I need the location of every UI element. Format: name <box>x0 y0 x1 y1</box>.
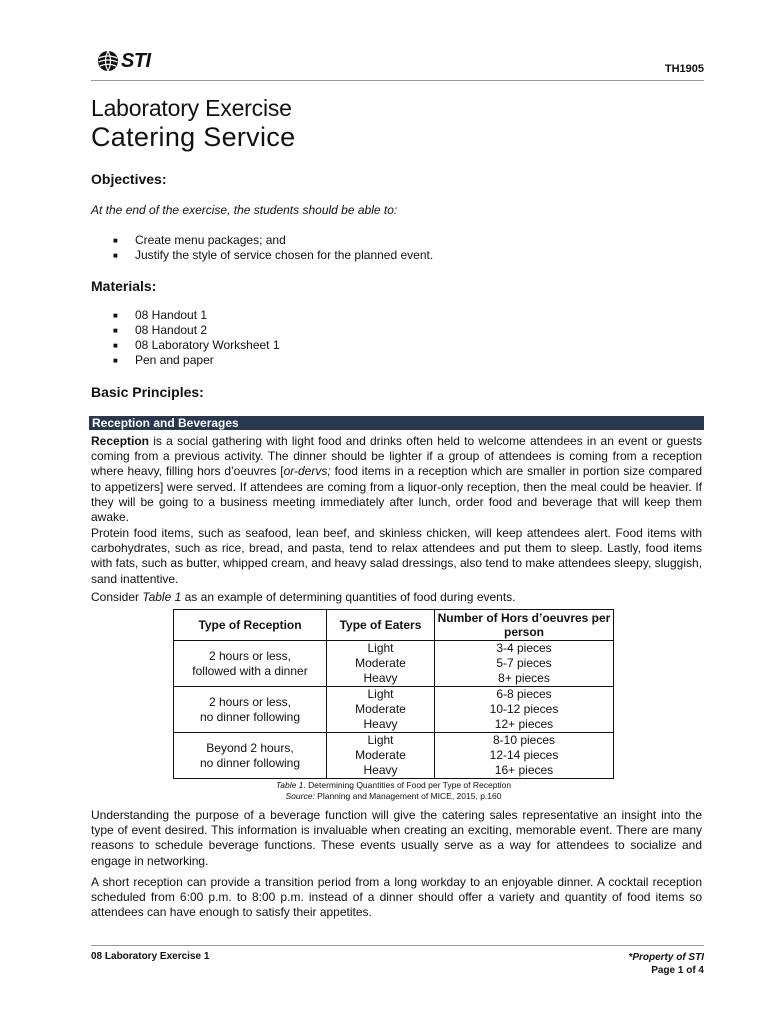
list-item: ■ Pen and paper <box>113 353 214 367</box>
page-number: Page 1 of 4 <box>651 965 704 976</box>
list-item: ■ 08 Laboratory Worksheet 1 <box>113 338 280 352</box>
table-cell: 2 hours or less, no dinner following <box>174 687 327 733</box>
basic-principles-heading: Basic Principles: <box>91 384 204 400</box>
section-title-bar: Reception and Beverages <box>89 416 704 430</box>
list-item: ■ 08 Handout 2 <box>113 323 208 337</box>
table-row <box>174 641 614 687</box>
bullet-icon: ■ <box>113 251 118 260</box>
bullet-icon: ■ <box>113 311 118 320</box>
table-cell: 6-8 pieces 10-12 pieces 12+ pieces <box>435 687 614 733</box>
table-header: Type of Reception <box>174 610 327 641</box>
paragraph-short-reception: A short reception can provide a transition period from a long workday to an enjoyable dinner. A cocktail reception scheduled from 6:00 p.m. to 8:00 p.m. instead of a dinner should offer a variety and quantity of food items so attendees can have enough to satisfy their appetites. <box>91 875 702 920</box>
list-item: ■ Create menu packages; and <box>113 233 286 247</box>
table-cell: Light Moderate Heavy <box>327 687 435 733</box>
document-code: TH1905 <box>664 63 704 75</box>
table-header-row <box>174 610 614 641</box>
materials-heading: Materials: <box>91 278 157 294</box>
title-line-2: Catering Service <box>91 122 296 152</box>
materials-list <box>91 308 280 368</box>
table-header: Number of Hors d’oeuvres per person <box>435 610 614 641</box>
paragraph-consider: Consider Table 1 as an example of determining quantities of food during events. <box>91 590 516 604</box>
list-item: ■ Justify the style of service chosen for the planned event. <box>113 248 434 262</box>
sti-logo <box>96 49 151 73</box>
footer-info <box>628 951 704 977</box>
table-cell: Light Moderate Heavy <box>327 641 435 687</box>
bullet-icon: ■ <box>113 326 118 335</box>
globe-icon <box>96 49 120 73</box>
reception-table <box>173 609 614 779</box>
footer-title: 08 Laboratory Exercise 1 <box>91 951 210 962</box>
header-divider <box>91 80 704 81</box>
table-cell: 8-10 pieces 12-14 pieces 16+ pieces <box>435 733 614 779</box>
table-header: Type of Eaters <box>327 610 435 641</box>
footer-divider <box>91 945 704 946</box>
table-cell: 3-4 pieces 5-7 pieces 8+ pieces <box>435 641 614 687</box>
table-row <box>174 687 614 733</box>
bullet-icon: ■ <box>113 356 118 365</box>
property-notice: *Property of STI <box>628 952 704 963</box>
bullet-icon: ■ <box>113 341 118 350</box>
objectives-heading: Objectives: <box>91 171 167 187</box>
table-source: Source: Planning and Management of MICE, 2015, p.160 <box>285 791 502 801</box>
table-caption: Table 1. Determining Quantities of Food per Type of Reception <box>275 780 512 790</box>
table-row <box>174 733 614 779</box>
bullet-icon: ■ <box>113 236 118 245</box>
logo-text: STI <box>121 50 151 72</box>
list-item: ■ 08 Handout 1 <box>113 308 208 322</box>
table-cell: Light Moderate Heavy <box>327 733 435 779</box>
title-line-1: Laboratory Exercise <box>91 95 292 121</box>
objectives-list <box>91 233 433 263</box>
paragraph-protein: Protein food items, such as seafood, lean beef, and skinless chicken, will keep attendees alert. Food items with carbohydrates, such as rice, bread, and pasta, tend to relax attendees and put them to sleep. Lastly, food items with fats, such as butter, whipped cream, and heavy salad dressings, also tend to make attendees sleepy, sluggish, sand inattentive. <box>91 526 702 586</box>
paragraph-reception: Reception is a social gathering with light food and drinks often held to welcome attendees in an event or guests coming from a previous activity. The dinner should be lighter if a group of attendees is coming from a reception where heavy, filling hors d’oeuvres [or-dervs; food items in a reception which are smaller in portion size compared to appetizers] were served. If attendees are coming from a liquor-only reception, then the meal could be heavier. If they will be going to a business meeting immediately after lunch, order food and beverage that will keep them awake. <box>91 434 702 525</box>
table-cell: 2 hours or less, followed with a dinner <box>174 641 327 687</box>
table-cell: Beyond 2 hours, no dinner following <box>174 733 327 779</box>
paragraph-beverage-function: Understanding the purpose of a beverage function will give the catering sales representative an insight into the type of event desired. This information is invaluable when creating an exciting, memorable event. There are many reasons to schedule beverage functions. These events usually serve as a way for attendees to socialize and engage in networking. <box>91 808 702 868</box>
objectives-intro: At the end of the exercise, the students should be able to: <box>91 203 398 217</box>
